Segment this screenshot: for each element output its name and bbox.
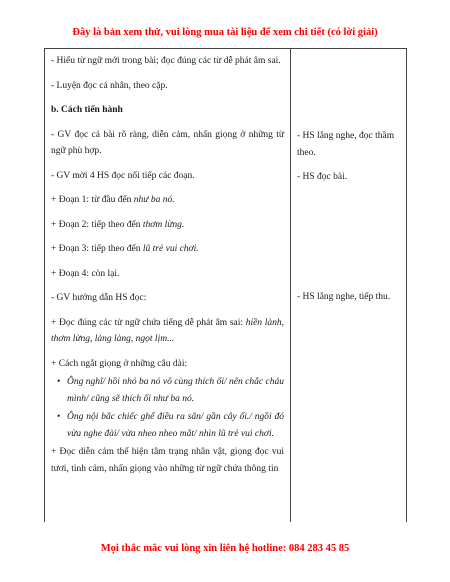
bullet-icon: • <box>57 377 61 387</box>
step-teacher-reads: - GV đọc cả bài rõ ràng, diễn cảm, nhấn giọng ở những từ ngữ phù hợp. <box>51 129 284 156</box>
objective-vocabulary: - Hiểu từ ngữ mới trong bài; đọc đúng các từ dễ phát âm sai. <box>51 56 281 66</box>
expressive-reading: + Đọc diễn cảm thể hiện tâm trạng nhân vật, giọng đọc vui tươi, tình cảm, nhấn giọng vào những từ ngữ chứa thông tin <box>51 447 284 474</box>
bullet-icon: • <box>57 412 61 422</box>
paragraph-1 <box>51 192 284 209</box>
paragraph-2-label: + Đoạn 2: tiếp theo đến <box>51 219 143 230</box>
paragraph-3-label: + Đoạn 3: tiếp theo đến <box>51 244 143 254</box>
paragraph-4: + Đoạn 4: còn lại. <box>51 268 120 279</box>
paragraph-2-end: thơm lừng. <box>142 219 185 230</box>
teacher-activities-column <box>51 53 284 485</box>
paragraph-3 <box>51 241 284 258</box>
lesson-table <box>44 48 407 522</box>
phrasing-intro: + Cách ngắt giọng ở những câu dài: <box>51 358 188 369</box>
paragraph-3-end: lũ trẻ vui chơi. <box>142 244 199 254</box>
preview-banner: Đây là bản xem thử, vui lòng mua tài liệu để xem chi tiết (có lời giải) <box>72 27 378 38</box>
paragraph-1-label: + Đoạn 1: từ đầu đến <box>51 195 134 205</box>
column-divider <box>290 49 291 522</box>
paragraph-1-end: như ba nó. <box>133 195 175 205</box>
hotline-banner: Mọi thắc mắc vui lòng xin liên hệ hotline: 084 283 45 85 <box>100 543 350 554</box>
reading-guidance: - GV hướng dẫn HS đọc: <box>51 293 147 303</box>
pronunciation-label: + Đọc đúng các từ ngữ chứa tiếng dễ phát âm sai: <box>51 317 246 328</box>
step-students-read: - GV mời 4 HS đọc nối tiếp các đoạn. <box>51 170 195 181</box>
phrasing-example <box>57 409 284 442</box>
phrasing-examples <box>51 374 284 442</box>
section-heading: b. Cách tiến hành <box>51 105 123 115</box>
paragraph-2 <box>51 217 284 234</box>
student-response-listen: - HS lắng nghe, đọc thầm theo. <box>297 131 395 158</box>
student-response-absorb: - HS lắng nghe, tiếp thu. <box>297 292 391 302</box>
phrasing-example <box>57 374 284 407</box>
student-response-read: - HS đọc bài. <box>297 172 348 182</box>
phrasing-example-text: Ông nghĩ/ hồi nhỏ ba nó vô cùng thích ổi/ nên chắc cháu mình/ cũng sẽ thích ổi như ba nó. <box>67 377 284 404</box>
pronunciation-list: hiền lành, thơm lừng, làng làng, ngọt lịm... <box>51 317 284 344</box>
objective-practice: - Luyện đọc cá nhân, theo cặp. <box>51 80 168 91</box>
pronunciation-words <box>51 315 284 348</box>
phrasing-example-text: Ông nội bắc chiếc ghế điều ra sân/ gần cây ổi./ ngồi đó vừa nghe đài/ vừa nheo nheo mắt/ nhìn lũ trẻ vui chơi. <box>67 412 284 439</box>
